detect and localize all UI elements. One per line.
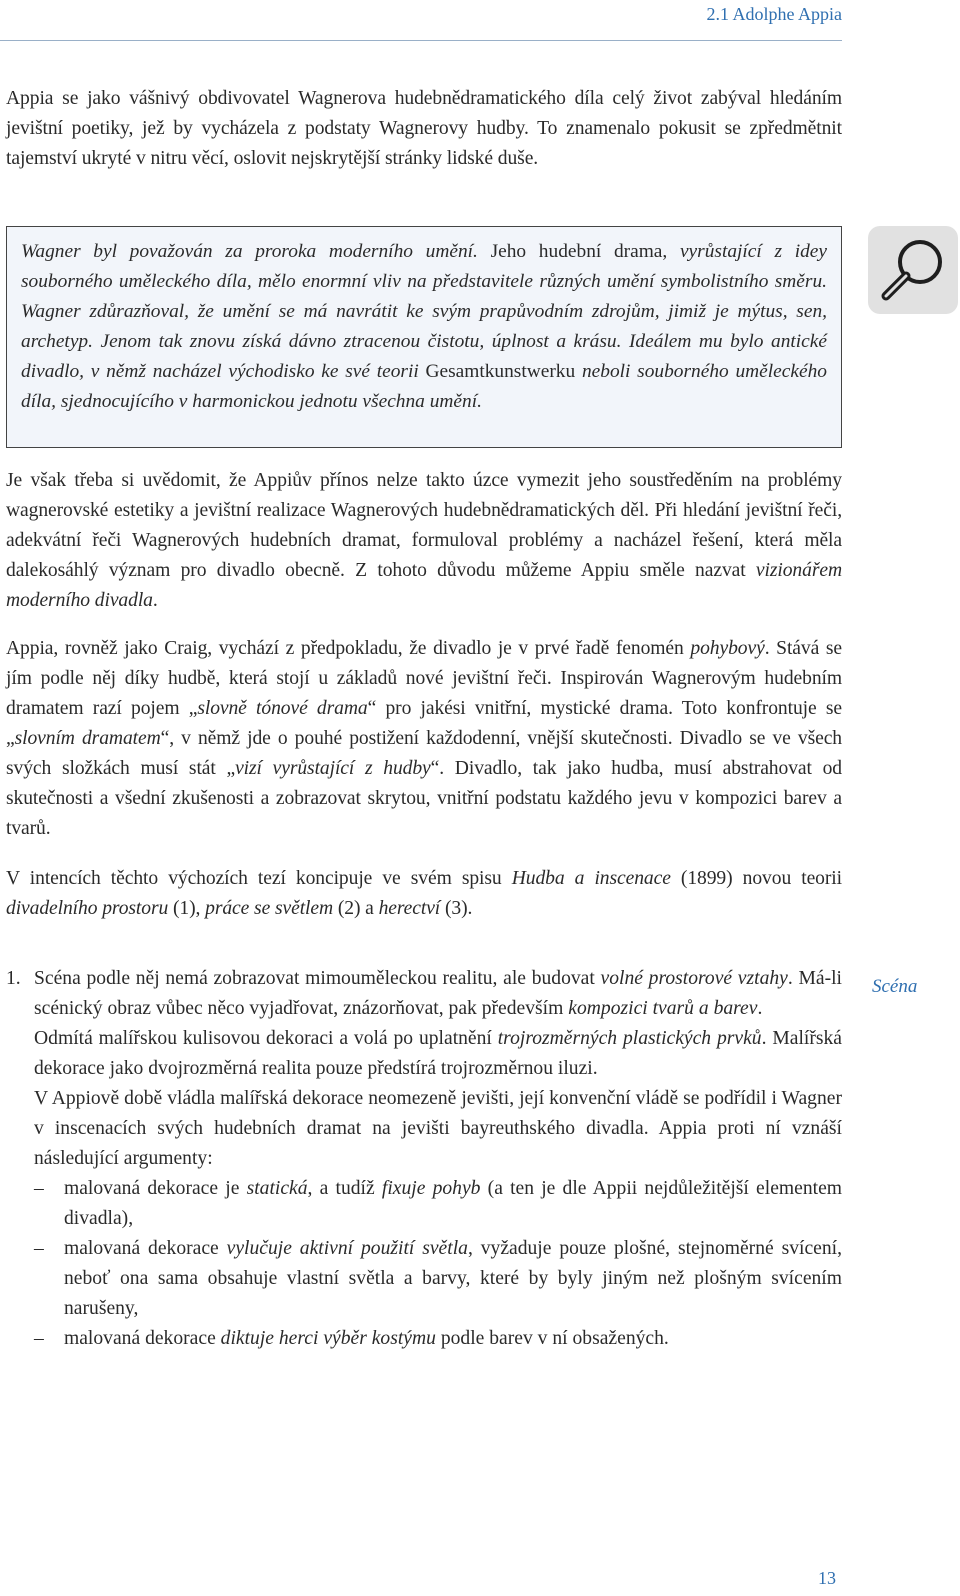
d1-a: malovaná dekorace je [64,1178,247,1199]
para4-d: divadelního prostoru [6,898,169,919]
dash-bullet: – [34,1328,44,1349]
para4-c: (1899) novou teorii [670,868,842,889]
para3-f: slovním dramatem [14,728,161,749]
para3-a: Appia, rovněž jako Craig, vychází z předpokladu, že divadlo je v prvé řadě fenomén [6,638,691,659]
paragraph-intro [6,84,842,174]
page-number: 13 [818,1568,836,1588]
list-p2 [34,1024,842,1084]
list-p1-e: . [757,998,763,1019]
magnifier-icon [868,226,958,314]
list-p3: V Appiově době vládla malířská dekorace neomezeně jevišti, její konvenční vládě se podřídil i Wagner v inscenacích svých hudebních dramat na jevišti bayreuthského divadla. Appia proti ní vznáší následující argumenty: [34,1088,842,1169]
d2-b: vylučuje aktivní použití světla [226,1238,468,1259]
list-item [34,1234,842,1324]
quote-s1: Wagner byl považován za proroka moderního umění. [21,241,478,262]
paragraph-movement [6,634,842,844]
list-p1-c: . Má-li scénický obraz vůbec něco vyjadřovat, znázorňovat, pak především [34,968,843,1019]
list-p2-a: Odmítá malířskou kulisovou dekoraci a volá po uplatnění [34,1028,498,1049]
d3-a: malovaná dekorace [64,1328,221,1349]
list-item-body [34,964,842,1354]
paragraph-theory [6,864,842,924]
d2-c: , vyžaduje pouze plošné, stejnoměrné svícení, neboť ona sama obsahuje vlastní světla a barvy, které by byly jiným než plošným svícením narušeny, [64,1238,842,1319]
list-item [34,1174,842,1234]
quote-s6: Ideálem mu bylo antické divadlo, v němž nacházel východisko ke své teorii [21,331,827,382]
para3-b: pohybový [690,638,765,659]
para4-e: (1), [168,898,206,919]
para2-a: Je však třeba si uvědomit, že Appiův přínos nelze takto úzce vymezit jeho soustředěním na problémy wagnerovské estetiky a jevištní realizace Wagnerových hudebnědramatických děl. Při hledání jevištní řeči, adekvátní řeči Wagnerových hudebních dramat, formuloval problémy a nacházel řešení, která měla dalekosáhlý význam pro divadlo obecně. Z tohoto důvodu můžeme Appiu směle nazvat [6,470,842,581]
quote-s5: Jenom tak znovu získá dávno ztracenou čistotu, úplnost a krásu. [92,331,622,352]
quote-s8: neboli souborného uměleckého díla, sjednocujícího v harmonickou jednotu všechna umění. [21,361,827,412]
para4-h: herectví [378,898,441,919]
d1-c: , a tudíž [307,1178,382,1199]
margin-note-scena: Scéna [872,976,918,997]
para3-e: “ pro jakési vnitřní, mystické drama. Toto konfrontuje se „ [6,698,842,749]
d3-c: podle barev v ní obsažených. [435,1328,669,1349]
quote-s7: Gesamtkunstwerku [425,361,576,382]
paragraph-vision [6,466,842,616]
para2-c: . [152,590,158,611]
quote-s2: Jeho hudební drama, [477,241,680,262]
para2-b: vizionářem moderního divadla [6,560,842,611]
list-p1 [34,964,842,1024]
running-header [0,0,842,41]
para3-c: . Stává se jím podle něj díky hudbě, která stojí u základů nové jevištní řeči. Inspirován Wagnerovým hudebním dramatem razí pojem „ [6,638,842,719]
quote-s4: Wagner zdůrazňoval, že umění se má navrátit ke svým prapůvodním zdrojům, jimiž je mýtus, sen, archetyp. [21,301,827,352]
highlight-box [6,226,842,448]
list-p1-d: kompozici tvarů a barev [568,998,758,1019]
numbered-list [6,964,842,1354]
list-number: 1. [6,968,21,989]
d1-e: (a ten je dle Appii nejdůležitější elementem divadla), [64,1178,843,1229]
d1-b: statická [246,1178,308,1199]
paragraph-intro-text: Appia se jako vášnivý obdivovatel Wagnerova hudebnědramatického díla celý život zabýval hledáním jevištní poetiky, jež by vycházela z podstaty Wagnerovy hudby. To znamenalo pokusit se zpředmětnit tajemství ukryté v nitru věcí, oslovit nejskrytější stránky lidské duše. [6,88,842,169]
d3-b: diktuje herci výběr kostýmu [220,1328,436,1349]
para4-b: Hudba a inscenace [511,868,671,889]
para3-h: vizí vyrůstající z hudby [235,758,431,779]
list-p2-b: trojrozměrných plastických prvků [497,1028,762,1049]
list-p1-b: volné prostorové vztahy [600,968,788,989]
para4-f: práce se světlem [205,898,334,919]
header-title: 2.1 Adolphe Appia [706,4,842,24]
para4-i: (3). [440,898,473,919]
para3-i: “. Divadlo, tak jako hudba, musí abstrahovat od skutečnosti a všední zkušenosti a zobrazovat skrytou, vnitřní podstatu každého jevu v kompozici barev a tvarů. [6,758,842,839]
list-item [34,1324,842,1354]
d1-d: fixuje pohyb [381,1178,481,1199]
list-p1-a: Scéna podle něj nemá zobrazovat mimouměleckou realitu, ale budovat [34,968,601,989]
para4-a: V intencích těchto výchozích tezí koncipuje ve svém spisu [6,868,512,889]
dash-bullet: – [34,1178,44,1199]
d2-a: malovaná dekorace [64,1238,227,1259]
list-p2-c: . Malířská dekorace jako dvojrozměrná realita pouze předstírá trojrozměrnou iluzi. [34,1028,842,1079]
para3-g: “, v němž jde o pouhé postižení každodenní, vnější skutečnosti. Divadlo se ve všech svých složkách musí stát „ [6,728,842,779]
dash-bullet: – [34,1238,44,1259]
para3-d: slovně tónové drama [197,698,368,719]
para4-g: (2) a [333,898,379,919]
quote-s3: vyrůstající z idey souborného uměleckého díla, mělo enormní vliv na představitele různých umění symbolistního směru. [21,241,828,292]
